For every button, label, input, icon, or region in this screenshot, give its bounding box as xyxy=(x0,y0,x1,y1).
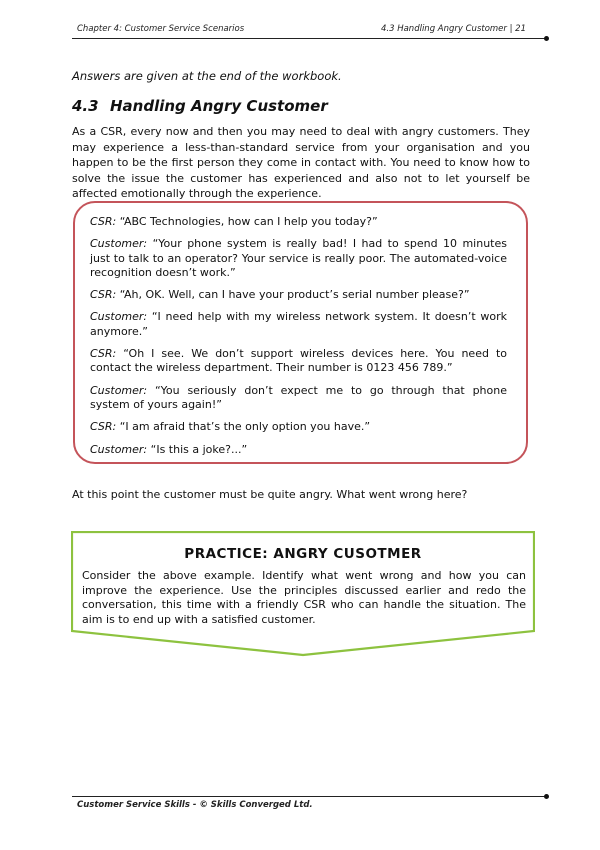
dialogue-line xyxy=(90,384,507,413)
section-title: Handling Angry Customer xyxy=(110,97,328,115)
dialogue-line xyxy=(90,237,507,280)
speaker-label: CSR: xyxy=(90,347,117,361)
speaker-label: Customer: xyxy=(90,310,148,324)
dialogue-line xyxy=(90,347,507,376)
practice-title: PRACTICE: ANGRY CUSOTMER xyxy=(184,546,422,562)
dialogue-text: “Is this a joke?...” xyxy=(150,442,248,456)
dialogue-line xyxy=(90,443,507,457)
dialogue-line xyxy=(90,288,507,302)
section-heading xyxy=(72,97,328,115)
dialogue-text: “I need help with my wireless network system. It doesn’t work anymore.” xyxy=(90,310,508,338)
practice-box xyxy=(71,531,535,657)
dialogue-text: “Your phone system is really bad! I had to spend 10 minutes just to talk to an operator? Your service is really poor. The automated-voice recognition doesn’t work.” xyxy=(90,237,507,279)
section-number: 4.3 xyxy=(72,97,99,115)
running-header-chapter: Chapter 4: Customer Service Scenarios xyxy=(77,24,245,34)
header-rule-dot xyxy=(544,36,549,41)
header-rule xyxy=(72,38,548,39)
section-paragraph: As a CSR, every now and then you may need to deal with angry customers. They may experience a less-than-standard service from your organisation and you happen to be the first person they come in contact with. You need to know how to solve the issue the customer has experienced and also not to let yourself be affected emotionally through the experience. xyxy=(72,125,530,200)
dialogue-text: “I am afraid that’s the only option you have.” xyxy=(119,420,371,434)
dialogue-text: “You seriously don’t expect me to go through that phone system of yours again!” xyxy=(90,383,507,411)
discussion-question: At this point the customer must be quite angry. What went wrong here? xyxy=(72,488,468,501)
dialogue-line xyxy=(90,310,507,339)
answers-note: Answers are given at the end of the workbook. xyxy=(72,69,342,83)
speaker-label: Customer: xyxy=(90,383,148,397)
dialogue-box xyxy=(73,201,528,464)
speaker-label: CSR: xyxy=(90,215,117,228)
dialogue-text: “ABC Technologies, how can I help you today?” xyxy=(119,215,378,228)
speaker-label: Customer: xyxy=(90,237,148,251)
speaker-label: CSR: xyxy=(90,288,117,302)
speaker-label: Customer: xyxy=(90,442,148,456)
dialogue-text: “Oh I see. We don’t support wireless devices here. You need to contact the wireless department. Their number is 0123 456 789.” xyxy=(90,347,507,375)
running-header-page: 4.3 Handling Angry Customer | 21 xyxy=(380,24,526,34)
footer-rule-dot xyxy=(544,794,549,799)
footer-copyright: Customer Service Skills - © Skills Converged Ltd. xyxy=(77,800,313,810)
dialogue-line xyxy=(90,215,507,229)
dialogue-line xyxy=(90,420,507,434)
speaker-label: CSR: xyxy=(90,420,117,434)
practice-body: Consider the above example. Identify what went wrong and how you can improve the experience. Use the principles discussed earlier and redo the conversation, this time with a friendly CSR who can handle the situation. The aim is to end up with a satisfied customer. xyxy=(82,569,526,626)
dialogue-text: “Ah, OK. Well, can I have your product’s serial number please?” xyxy=(119,288,470,302)
footer-rule xyxy=(72,796,548,797)
